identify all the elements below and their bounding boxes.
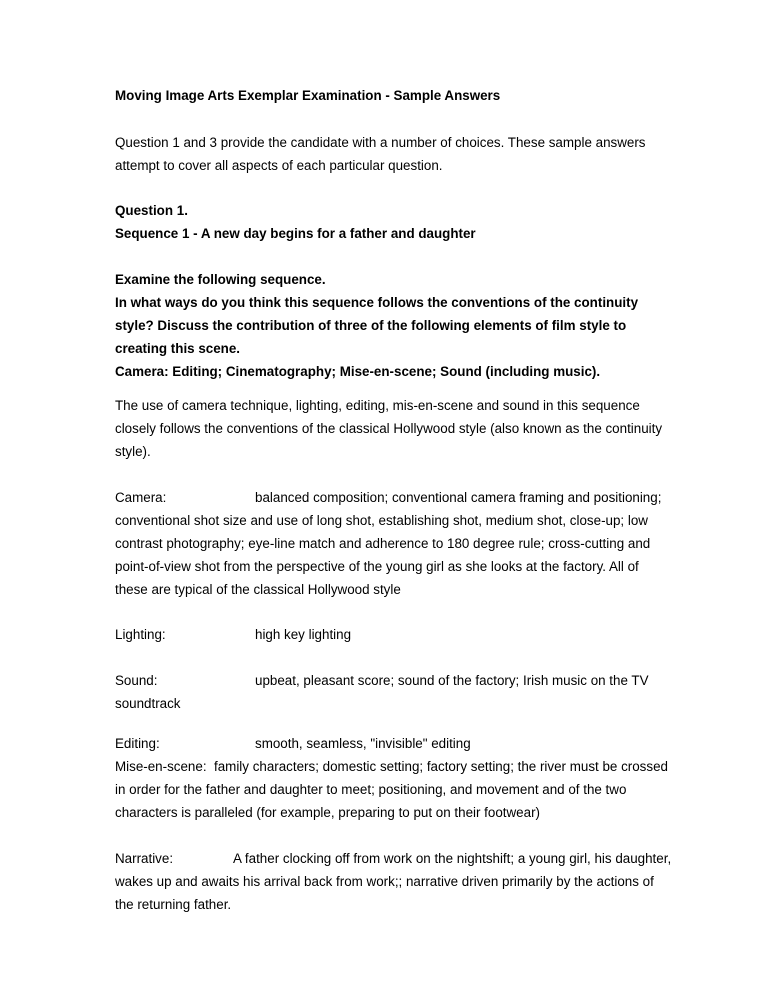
sound-paragraph <box>115 669 675 715</box>
narrative-paragraph <box>115 847 675 916</box>
editing-text: smooth, seamless, "invisible" editing <box>255 736 471 751</box>
question-heading: Question 1. <box>115 203 188 218</box>
camera-label: Camera: <box>115 490 167 505</box>
camera-paragraph <box>115 486 675 601</box>
sound-text: upbeat, pleasant score; sound of the factory; Irish music on the TV soundtrack <box>115 673 649 711</box>
mise-en-scene-paragraph <box>115 755 675 824</box>
editing-label: Editing: <box>115 736 160 751</box>
question-prompt <box>115 268 675 383</box>
lighting-paragraph <box>115 623 675 646</box>
answer-intro: The use of camera technique, lighting, editing, mis-en-scene and sound in this sequence closely follows the conventions of the classical Hollywood style (also known as the continuity style). <box>115 398 663 459</box>
editing-paragraph <box>115 732 675 755</box>
mise-en-scene-text: family characters; domestic setting; factory setting; the river must be crossed in order for the father and daughter to meet; positioning, and movement and of the two characters is paralleled (for example, preparing to put on their footwear) <box>115 759 668 820</box>
document-title: Moving Image Arts Exemplar Examination - Sample Answers <box>115 88 501 103</box>
sequence-heading: Sequence 1 - A new day begins for a father and daughter <box>115 226 476 241</box>
mise-en-scene-label: Mise-en-scene: <box>115 759 207 774</box>
narrative-text: A father clocking off from work on the nightshift; a young girl, his daughter, wakes up and awaits his arrival back from work;; narrative driven primarily by the actions of the returning father. <box>115 851 672 912</box>
sound-label: Sound: <box>115 673 158 688</box>
prompt-line-2: In what ways do you think this sequence follows the conventions of the continuity style? Discuss the contribution of three of the following elements of film style to creating this scene. <box>115 295 639 356</box>
intro-paragraph: Question 1 and 3 provide the candidate with a number of choices. These sample answers attempt to cover all aspects of each particular question. <box>115 135 646 173</box>
prompt-line-1: Examine the following sequence. <box>115 272 326 287</box>
prompt-line-3: Camera: Editing; Cinematography; Mise-en-scene; Sound (including music). <box>115 364 601 379</box>
camera-text: balanced composition; conventional camera framing and positioning; conventional shot size and use of long shot, establishing shot, medium shot, close-up; low contrast photography; eye-line match and adherence to 180 degree rule; cross-cutting and point-of-view shot from the perspective of the young girl as she looks at the factory. All of these are typical of the classical Hollywood style <box>115 490 662 597</box>
narrative-label: Narrative: <box>115 851 174 866</box>
lighting-text: high key lighting <box>255 627 352 642</box>
lighting-label: Lighting: <box>115 627 166 642</box>
